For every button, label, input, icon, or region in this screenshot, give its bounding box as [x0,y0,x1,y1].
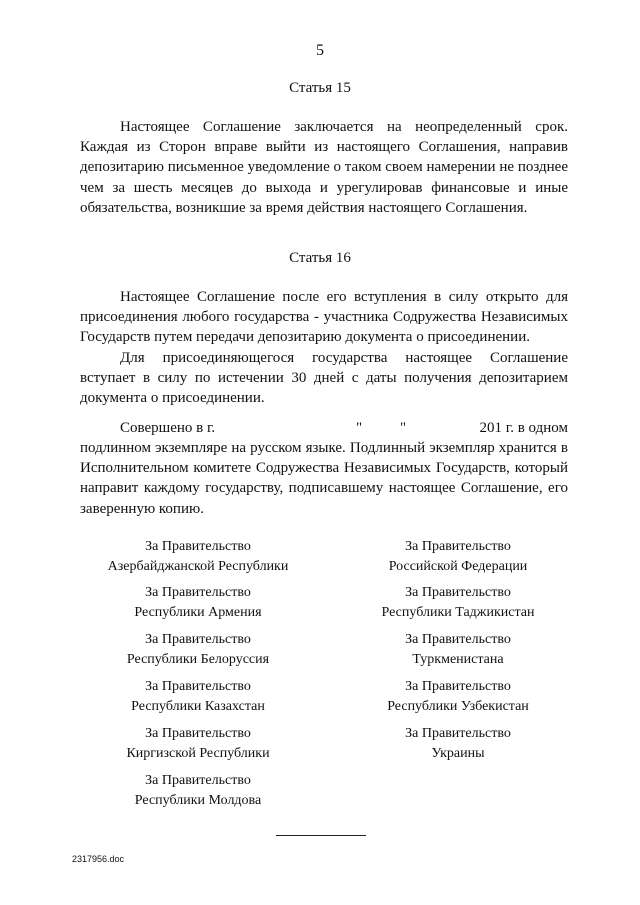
signature-country: Республики Армения [134,605,262,620]
signature-label: За Правительство [145,632,251,647]
article-15-paragraph: Настоящее Соглашение заключается на неопределенный срок. Каждая из Сторон вправе выйти из настоящего Соглашения, направив депозитарию письменное уведомление о таком своем намерении не позднее чем за шесть месяцев до выхода и урегулировав финансовые и иные обязательства, возникшие за время действия настоящего Соглашения. [80,119,568,216]
signature-right-3 [328,630,588,670]
signature-left-5 [68,724,328,764]
article-16-paragraph-2: Для присоединяющегося государства настоящее Соглашение вступает в силу по истечении 30 дней с даты получения депозитарием документа о присоединении. [80,350,568,407]
article-16-paragraph-1: Настоящее Соглашение после его вступления в силу открыто для присоединения любого государства - участника Содружества Независимых Государств путем передачи депозитарию документа о присоединении. [80,289,568,346]
signature-label: За Правительство [405,632,511,647]
signature-left-3 [68,630,328,670]
signature-left-6 [68,771,328,811]
signature-country: Туркменистана [412,652,504,667]
signature-label: За Правительство [405,726,511,741]
signature-country: Республики Узбекистан [387,699,529,714]
signature-label: За Правительство [145,773,251,788]
signature-country: Украины [431,746,485,761]
signature-label: За Правительство [145,539,251,554]
signature-country: Республики Молдова [134,793,262,808]
signature-label: За Правительство [145,585,251,600]
signature-label: За Правительство [405,539,511,554]
signature-country: Российской Федерации [388,559,528,574]
signature-label: За Правительство [145,679,251,694]
signature-right-4 [328,677,588,717]
signature-right-1 [328,537,588,577]
closing-divider [276,835,366,836]
article-16-title: Статья 16 [289,250,351,266]
done-year: 201 г. в одном [479,420,568,436]
signature-left-1 [68,537,328,577]
signature-left-2 [68,583,328,623]
done-quote-close: " [400,420,407,436]
footer-file-name: 2317956.doc [72,854,125,864]
article-15-title: Статья 15 [289,80,351,96]
page-number: 5 [316,42,324,59]
signature-country: Республики Казахстан [131,699,265,714]
signature-country: Республики Таджикистан [381,605,535,620]
signature-country: Азербайджанской Республики [107,559,289,574]
signature-country: Республики Белоруссия [126,652,270,667]
done-prefix: Совершено в г. [120,420,216,436]
signature-label: За Правительство [405,679,511,694]
done-paragraph: подлинном экземпляре на русском языке. Подлинный экземпляр хранится в Исполнительном комитете Содружества Независимых Государств, который направит каждому государству, подписавшему настоящее Соглашение, его заверенную копию. [80,440,568,517]
signature-right-2 [328,583,588,623]
signature-country: Киргизской Республики [126,746,270,761]
signature-left-4 [68,677,328,717]
signature-label: За Правительство [405,585,511,600]
signature-label: За Правительство [145,726,251,741]
done-quote-open: " [356,420,363,436]
signature-right-5 [328,724,588,764]
